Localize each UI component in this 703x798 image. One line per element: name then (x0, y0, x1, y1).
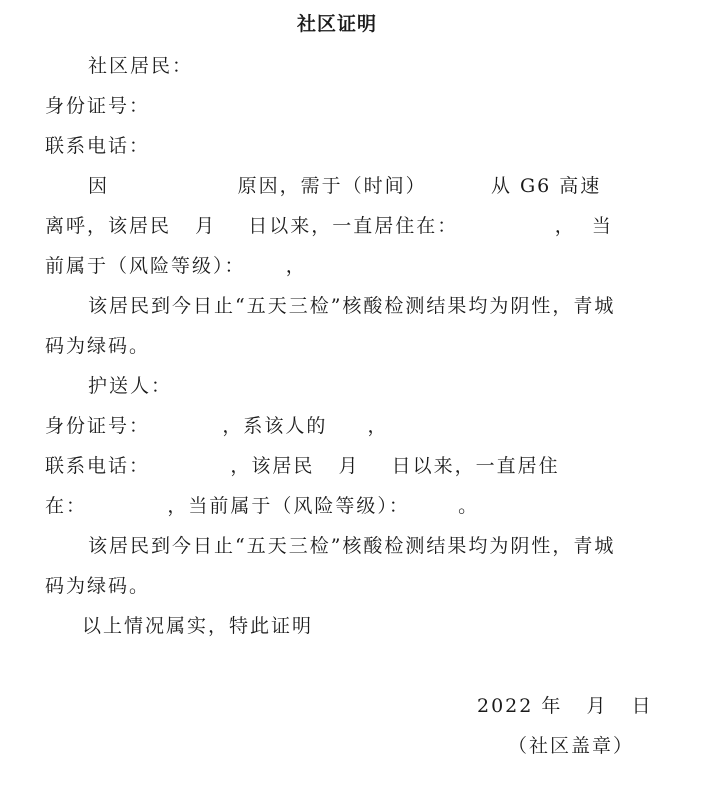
text-line: 该居民到今日止“五天三检”核酸检测结果均为阴性，青城 (88, 535, 616, 557)
text-line: 以上情况属实，特此证明 (82, 615, 314, 637)
document-title: 社区证明 (297, 13, 378, 35)
date-line: 2022 年 月 日 (477, 695, 653, 717)
text-line: 离呼，该居民 月 日以来，一直居住在： ， 当 (45, 215, 613, 237)
text-line: 身份证号： (45, 95, 151, 117)
text-line: 护送人： (88, 375, 173, 397)
text-line: 社区居民： (88, 55, 194, 77)
text-line: 码为绿码。 (45, 575, 151, 597)
text-line: 前属于（风险等级）： ， (45, 255, 307, 277)
text-line: 因 原因，需于（时间） 从 G6 高速 (88, 175, 602, 197)
text-line: 该居民到今日止“五天三检”核酸检测结果均为阴性，青城 (88, 295, 616, 317)
text-line: 联系电话： (45, 135, 151, 157)
stamp-line: （社区盖章） (508, 735, 635, 757)
text-line: 码为绿码。 (45, 335, 151, 357)
text-line: 身份证号： ，系该人的 ， (45, 415, 389, 437)
text-line: 联系电话： ，该居民 月 日以来，一直居住 (45, 455, 560, 477)
text-line: 在： ，当前属于（风险等级）： 。 (45, 495, 480, 517)
